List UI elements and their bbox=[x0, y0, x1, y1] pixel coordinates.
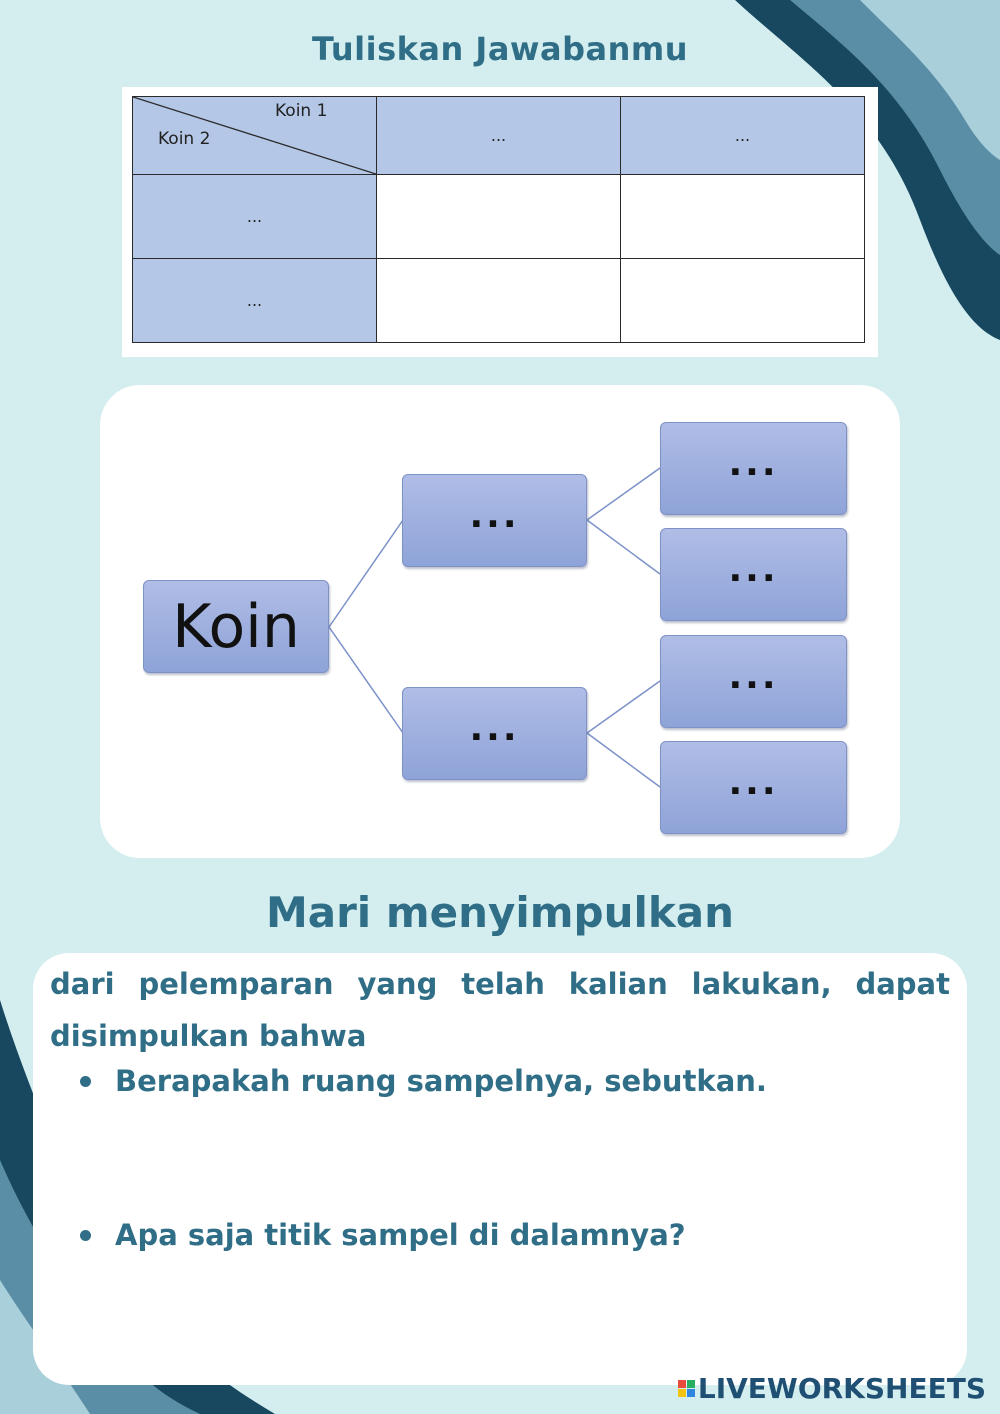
corner-label-koin1: Koin 1 bbox=[275, 101, 328, 121]
tree-level2-node[interactable]: ... bbox=[660, 422, 847, 515]
answer-table-container bbox=[122, 87, 878, 357]
tree-level1-node[interactable]: ... bbox=[402, 474, 587, 567]
brand-logo bbox=[678, 1372, 986, 1405]
column-header: ... bbox=[377, 97, 621, 175]
question-item bbox=[80, 1218, 686, 1252]
tree-diagram-panel bbox=[100, 385, 900, 858]
corner-label-koin2: Koin 2 bbox=[158, 129, 211, 149]
sample-space-table bbox=[132, 96, 865, 343]
tree-level2-node[interactable]: ... bbox=[660, 528, 847, 621]
answer-cell[interactable] bbox=[377, 259, 621, 343]
tree-level2-node[interactable]: ... bbox=[660, 741, 847, 834]
brand-name: LIVEWORKSHEETS bbox=[697, 1372, 986, 1405]
conclusion-intro: dari pelemparan yang telah kalian lakukan, dapat disimpulkan bahwa bbox=[50, 967, 950, 1053]
answer-cell[interactable] bbox=[621, 175, 865, 259]
bullet-icon bbox=[80, 1076, 91, 1087]
table-corner-cell bbox=[133, 97, 377, 175]
answer-cell[interactable] bbox=[621, 259, 865, 343]
bullet-icon bbox=[80, 1230, 91, 1241]
tree-level2-node[interactable]: ... bbox=[660, 635, 847, 728]
tree-level1-node[interactable]: ... bbox=[402, 687, 587, 780]
question-text: Berapakah ruang sampelnya, sebutkan. bbox=[115, 1064, 767, 1098]
tree-root-node: Koin bbox=[143, 580, 329, 673]
row-header: ... bbox=[133, 175, 377, 259]
row-header: ... bbox=[133, 259, 377, 343]
question-item bbox=[80, 1064, 767, 1098]
page-title: Tuliskan Jawabanmu bbox=[312, 30, 688, 68]
section-title: Mari menyimpulkan bbox=[265, 888, 735, 937]
liveworksheets-logo-icon bbox=[678, 1380, 695, 1397]
column-header: ... bbox=[621, 97, 865, 175]
answer-cell[interactable] bbox=[377, 175, 621, 259]
question-text: Apa saja titik sampel di dalamnya? bbox=[115, 1218, 686, 1252]
